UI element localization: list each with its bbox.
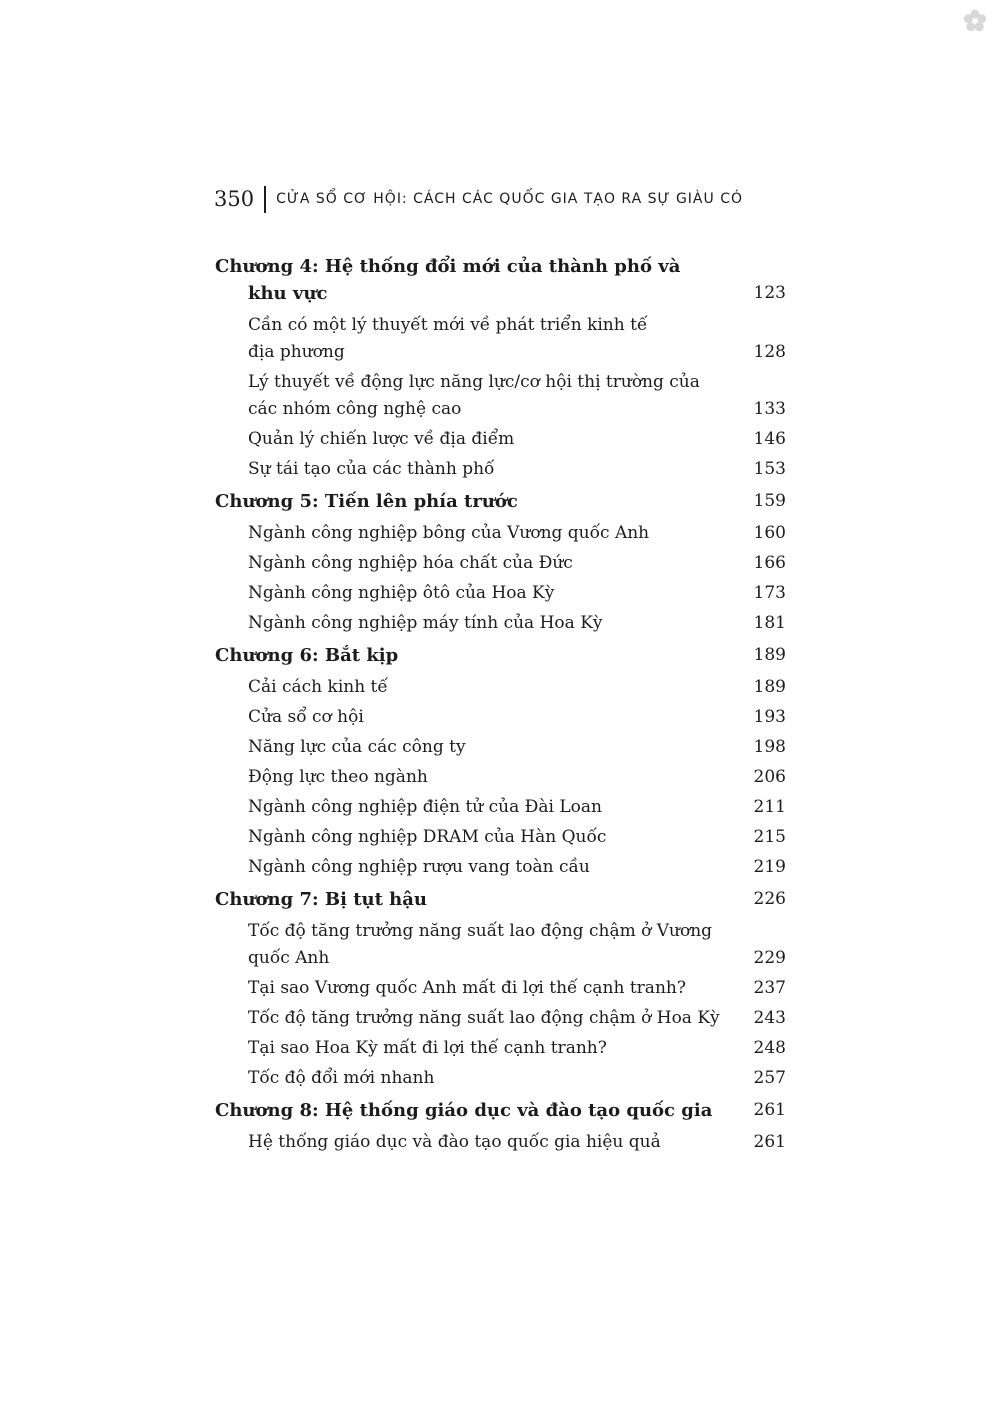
- toc-entry-title: Chương 4: Hệ thống đổi mới của thành phố và: [215, 256, 681, 277]
- toc-chapter-entry: [0, 886, 1000, 913]
- toc-page-number: 181: [753, 613, 786, 633]
- toc-chapter-entry: [0, 642, 1000, 669]
- toc-chapter-entry: [0, 253, 1000, 307]
- toc-entry-title: Tốc độ tăng trưởng năng suất lao động chậm ở Vương: [248, 921, 713, 941]
- page-number: 350: [214, 187, 255, 211]
- toc-entry-title: Ngành công nghiệp ôtô của Hoa Kỳ: [248, 583, 555, 603]
- toc-page-number: 206: [753, 767, 786, 787]
- toc-entry-line: [0, 824, 1000, 851]
- toc-entry-line: [0, 945, 1000, 972]
- toc-entry-title: Tại sao Vương quốc Anh mất đi lợi thế cạnh tranh?: [248, 978, 686, 998]
- toc-entry-title: quốc Anh: [248, 948, 330, 968]
- header-divider: [264, 186, 266, 213]
- toc-entry-line: [0, 794, 1000, 821]
- toc-entry-line: [0, 918, 1000, 945]
- toc-entry-title: Chương 7: Bị tụt hậu: [215, 889, 428, 910]
- toc-entry-line: [0, 704, 1000, 731]
- toc-entry-title: Cải cách kinh tế: [248, 677, 388, 697]
- toc-section-entry: [0, 369, 1000, 423]
- toc-section-entry: [0, 854, 1000, 881]
- toc-entry-line: [0, 642, 1000, 669]
- book-title: CỬA SỔ CƠ HỘI: CÁCH CÁC QUỐC GIA TẠO RA SỰ GIÀU CÓ: [276, 191, 744, 207]
- toc-page-number: 146: [753, 429, 786, 449]
- toc-entry-line: [0, 280, 1000, 307]
- toc-section-entry: [0, 918, 1000, 972]
- toc-entry-line: [0, 520, 1000, 547]
- toc-entry-line: [0, 580, 1000, 607]
- toc-entry-title: các nhóm công nghệ cao: [248, 399, 462, 419]
- toc-page-number: 229: [753, 948, 786, 968]
- toc-entry-line: [0, 550, 1000, 577]
- toc-entry-title: Sự tái tạo của các thành phố: [248, 459, 495, 479]
- toc-entry-line: [0, 369, 1000, 396]
- toc-entry-title: Chương 8: Hệ thống giáo dục và đào tạo quốc gia: [215, 1100, 713, 1121]
- toc-entry-title: Cần có một lý thuyết mới về phát triển kinh tế: [248, 315, 648, 335]
- toc-entry-line: [0, 975, 1000, 1002]
- toc-section-entry: [0, 456, 1000, 483]
- toc-page-number: 261: [753, 1132, 786, 1152]
- running-head: [214, 182, 743, 216]
- toc-entry-line: [0, 339, 1000, 366]
- toc-entry-title: khu vực: [248, 283, 328, 304]
- toc-page-number: 215: [753, 827, 786, 847]
- toc-section-entry: [0, 610, 1000, 637]
- toc-page-number: 226: [753, 889, 786, 909]
- toc-entry-line: [0, 253, 1000, 280]
- toc-section-entry: [0, 1065, 1000, 1092]
- toc-section-entry: [0, 520, 1000, 547]
- toc-section-entry: [0, 794, 1000, 821]
- toc-page-number: 193: [753, 707, 786, 727]
- toc-entry-line: [0, 1035, 1000, 1062]
- toc-entry-title: Ngành công nghiệp điện tử của Đài Loan: [248, 797, 602, 817]
- toc-entry-line: [0, 610, 1000, 637]
- toc-page-number: 133: [753, 399, 786, 419]
- toc-entry-title: Chương 5: Tiến lên phía trước: [215, 491, 518, 512]
- toc-entry-line: [0, 488, 1000, 515]
- toc-entry-title: Tốc độ tăng trưởng năng suất lao động chậm ở Hoa Kỳ: [248, 1008, 720, 1028]
- toc-entry-line: [0, 886, 1000, 913]
- toc-entry-title: Ngành công nghiệp máy tính của Hoa Kỳ: [248, 613, 603, 633]
- toc-section-entry: [0, 1035, 1000, 1062]
- toc-page-number: 248: [753, 1038, 786, 1058]
- toc-entry-title: Lý thuyết về động lực năng lực/cơ hội thị trường của: [248, 372, 700, 392]
- toc-page-number: 159: [753, 491, 786, 511]
- toc-entry-title: Tại sao Hoa Kỳ mất đi lợi thế cạnh tranh?: [248, 1038, 607, 1058]
- toc-section-entry: [0, 580, 1000, 607]
- table-of-contents: [0, 248, 1000, 1159]
- toc-section-entry: [0, 312, 1000, 366]
- toc-section-entry: [0, 824, 1000, 851]
- toc-page-number: 160: [753, 523, 786, 543]
- toc-page-number: 198: [753, 737, 786, 757]
- toc-section-entry: [0, 674, 1000, 701]
- toc-section-entry: [0, 1129, 1000, 1156]
- toc-entry-title: Ngành công nghiệp bông của Vương quốc Anh: [248, 523, 650, 543]
- toc-entry-title: Động lực theo ngành: [248, 767, 428, 787]
- toc-entry-line: [0, 674, 1000, 701]
- toc-entry-title: Hệ thống giáo dục và đào tạo quốc gia hiệu quả: [248, 1132, 661, 1152]
- toc-entry-title: Ngành công nghiệp hóa chất của Đức: [248, 553, 573, 573]
- toc-entry-title: Quản lý chiến lược về địa điểm: [248, 429, 515, 449]
- toc-entry-line: [0, 1129, 1000, 1156]
- toc-page-number: 166: [753, 553, 786, 573]
- toc-page-number: 153: [753, 459, 786, 479]
- toc-entry-line: [0, 764, 1000, 791]
- toc-chapter-entry: [0, 488, 1000, 515]
- toc-section-entry: [0, 1005, 1000, 1032]
- toc-page-number: 189: [753, 677, 786, 697]
- toc-chapter-entry: [0, 1097, 1000, 1124]
- toc-section-entry: [0, 550, 1000, 577]
- toc-entry-title: địa phương: [248, 342, 345, 362]
- toc-entry-line: [0, 854, 1000, 881]
- toc-entry-line: [0, 426, 1000, 453]
- toc-page-number: 128: [753, 342, 786, 362]
- toc-page-number: 219: [753, 857, 786, 877]
- toc-page-number: 123: [753, 283, 786, 303]
- toc-entry-line: [0, 1065, 1000, 1092]
- toc-entry-title: Ngành công nghiệp rượu vang toàn cầu: [248, 857, 590, 877]
- toc-section-entry: [0, 764, 1000, 791]
- toc-page-number: 211: [753, 797, 786, 817]
- toc-section-entry: [0, 704, 1000, 731]
- toc-entry-title: Năng lực của các công ty: [248, 737, 466, 757]
- toc-page-number: 261: [753, 1100, 786, 1120]
- toc-page-number: 243: [753, 1008, 786, 1028]
- toc-page-number: 189: [753, 645, 786, 665]
- toc-entry-line: [0, 1005, 1000, 1032]
- toc-section-entry: [0, 975, 1000, 1002]
- toc-entry-title: Cửa sổ cơ hội: [248, 707, 364, 727]
- toc-entry-title: Ngành công nghiệp DRAM của Hàn Quốc: [248, 827, 607, 847]
- toc-section-entry: [0, 734, 1000, 761]
- toc-page-number: 257: [753, 1068, 786, 1088]
- toc-entry-line: [0, 396, 1000, 423]
- toc-entry-line: [0, 734, 1000, 761]
- flower-icon: [962, 8, 988, 34]
- toc-entry-line: [0, 1097, 1000, 1124]
- toc-entry-title: Chương 6: Bắt kịp: [215, 645, 399, 666]
- toc-entry-line: [0, 312, 1000, 339]
- toc-section-entry: [0, 426, 1000, 453]
- toc-entry-line: [0, 456, 1000, 483]
- toc-page-number: 173: [753, 583, 786, 603]
- toc-page-number: 237: [753, 978, 786, 998]
- toc-entry-title: Tốc độ đổi mới nhanh: [248, 1068, 435, 1088]
